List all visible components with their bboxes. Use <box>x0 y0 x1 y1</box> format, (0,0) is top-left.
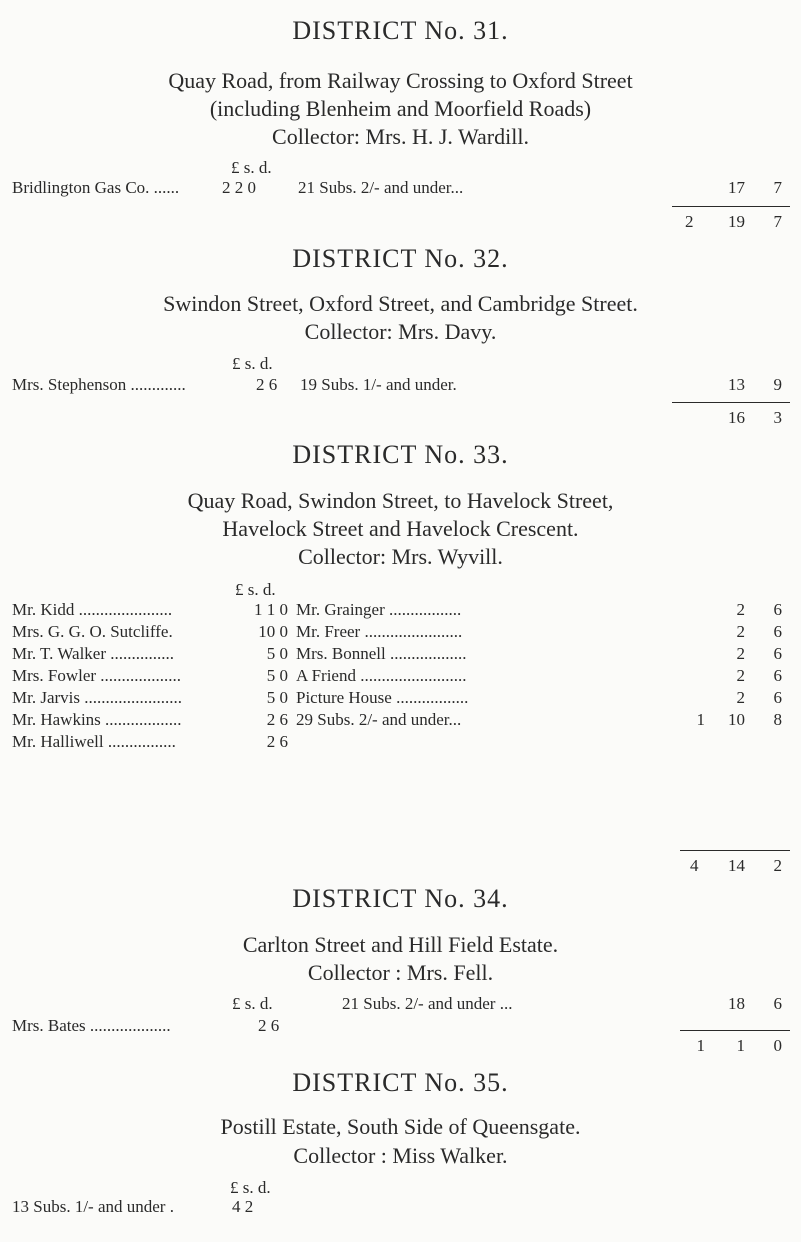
district-33-left-donor-amount: 1 1 0 <box>254 600 288 619</box>
district-33-right-amount-shillings: 10 <box>728 710 745 729</box>
district-33-total-rule <box>680 850 790 851</box>
district-33-right-donor-name: Mr. Freer ....................... <box>296 622 463 641</box>
district-31-area-line1: Quay Road, from Railway Crossing to Oxford Street <box>168 68 633 93</box>
district-33-right-amount-shillings: 2 <box>736 600 745 619</box>
district-34-area-line1: Carlton Street and Hill Field Estate. <box>242 932 559 957</box>
district-35-subs-amount: 4 2 <box>232 1197 254 1216</box>
district-32-donor-name: Mrs. Stephenson ............. <box>12 375 186 394</box>
district-33-area-line2: Havelock Street and Havelock Crescent. <box>222 516 579 541</box>
district-31-subs-pence: 7 <box>773 178 782 197</box>
district-32-subs-label: 19 Subs. 1/- and under. <box>300 375 457 394</box>
district-31-subs-shillings: 17 <box>728 178 745 197</box>
district-31-total-rule <box>672 206 790 207</box>
district-33-right-donor-name: Mrs. Bonnell .................. <box>296 644 467 663</box>
district-31-total-pence: 7 <box>773 212 782 231</box>
district-33-right-amount-pence: 6 <box>773 600 782 619</box>
district-34-donor-name: Mrs. Bates ................... <box>12 1016 171 1035</box>
district-32-subs-shillings: 13 <box>728 375 745 394</box>
district-33-left-donor-name: Mr. T. Walker ............... <box>12 644 175 663</box>
district-35-currency-header: £ s. d. <box>230 1178 271 1197</box>
district-32-total-shillings: 16 <box>728 408 745 427</box>
district-31-donor-amount: 2 2 0 <box>222 178 256 197</box>
district-33-left-donor-amount: 5 0 <box>266 666 288 685</box>
district-32-total-pence: 3 <box>773 408 782 427</box>
district-32-collector: Collector: Mrs. Davy. <box>304 319 497 344</box>
district-33-right-donor-name: A Friend ......................... <box>296 666 467 685</box>
district-33-right-amount-pence: 6 <box>773 666 782 685</box>
district-31-donor-name: Bridlington Gas Co. ...... <box>12 178 180 197</box>
district-33-right-donor-name: 29 Subs. 2/- and under... <box>296 710 462 729</box>
district-33-left-donor-amount: 2 6 <box>266 732 288 751</box>
district-33-left-donor-name: Mrs. G. G. O. Sutcliffe. <box>12 622 173 641</box>
district-33-right-donor-name: Mr. Grainger ................. <box>296 600 462 619</box>
district-35-area-line1: Postill Estate, South Side of Queensgate. <box>220 1114 581 1139</box>
district-31-heading: DISTRICT No. 31. <box>292 16 509 45</box>
district-33-right-amount-pence: 6 <box>773 688 782 707</box>
district-33-left-donor-name: Mr. Jarvis ....................... <box>12 688 182 707</box>
district-32-currency-header: £ s. d. <box>232 354 273 373</box>
district-35-heading: DISTRICT No. 35. <box>292 1068 509 1097</box>
district-33-collector: Collector: Mrs. Wyvill. <box>298 544 503 569</box>
district-33-right-amount-shillings: 2 <box>736 688 745 707</box>
district-33-currency-header: £ s. d. <box>235 580 276 599</box>
district-31-total-shillings: 19 <box>728 212 745 231</box>
district-33-total-pence: 2 <box>773 856 782 875</box>
district-33-right-amount-shillings: 2 <box>736 622 745 641</box>
district-33-left-donor-name: Mr. Kidd ...................... <box>12 600 173 619</box>
district-33-right-amount-shillings: 2 <box>736 666 745 685</box>
district-33-right-donor-name: Picture House ................. <box>296 688 469 707</box>
district-33-right-amount-pence: 6 <box>773 622 782 641</box>
district-32-total-rule <box>672 402 790 403</box>
district-33-left-donor-amount: 5 0 <box>266 644 288 663</box>
district-35-subs-label: 13 Subs. 1/- and under . <box>12 1197 174 1216</box>
district-33-left-donor-amount: 10 0 <box>258 622 288 641</box>
district-32-heading: DISTRICT No. 32. <box>292 244 509 273</box>
district-33-left-donor-name: Mrs. Fowler ................... <box>12 666 182 685</box>
district-33-right-amount-pounds: 1 <box>696 710 705 729</box>
district-34-donor-amount: 2 6 <box>258 1016 280 1035</box>
district-34-subs-pence: 6 <box>773 994 782 1013</box>
district-32-donor-amount: 2 6 <box>256 375 278 394</box>
district-33-total-shillings: 14 <box>728 856 745 875</box>
district-32-subs-pence: 9 <box>773 375 782 394</box>
district-31-area-line2: (including Blenheim and Moorfield Roads) <box>209 96 592 121</box>
district-33-total-pounds: 4 <box>690 856 699 875</box>
district-32-area-line1: Swindon Street, Oxford Street, and Cambridge Street. <box>163 291 638 316</box>
district-33-heading: DISTRICT No. 33. <box>292 440 509 469</box>
district-33-left-donor-amount: 2 6 <box>266 710 288 729</box>
district-34-total-pounds: 1 <box>696 1036 705 1055</box>
district-34-total-shillings: 1 <box>736 1036 745 1055</box>
district-34-collector: Collector : Mrs. Fell. <box>307 960 494 985</box>
district-31-collector: Collector: Mrs. H. J. Wardill. <box>272 124 529 149</box>
district-34-subs-label: 21 Subs. 2/- and under ... <box>342 994 513 1013</box>
district-34-total-rule <box>680 1030 790 1031</box>
district-35-collector: Collector : Miss Walker. <box>293 1143 508 1168</box>
district-34-subs-shillings: 18 <box>728 994 745 1013</box>
district-33-right-amount-pence: 6 <box>773 644 782 663</box>
district-34-total-pence: 0 <box>773 1036 782 1055</box>
district-33-right-amount-pence: 8 <box>773 710 782 729</box>
district-33-left-donor-amount: 5 0 <box>266 688 288 707</box>
district-33-right-amount-shillings: 2 <box>736 644 745 663</box>
district-34-heading: DISTRICT No. 34. <box>292 884 509 913</box>
district-33-area-line1: Quay Road, Swindon Street, to Havelock Street, <box>187 488 614 513</box>
district-33-left-donor-name: Mr. Halliwell ................ <box>12 732 176 751</box>
district-31-total-pounds: 2 <box>685 212 694 231</box>
district-31-currency-header: £ s. d. <box>231 158 272 177</box>
district-34-currency-header: £ s. d. <box>232 994 273 1013</box>
district-31-subs-label: 21 Subs. 2/- and under... <box>298 178 464 197</box>
district-33-left-donor-name: Mr. Hawkins .................. <box>12 710 182 729</box>
